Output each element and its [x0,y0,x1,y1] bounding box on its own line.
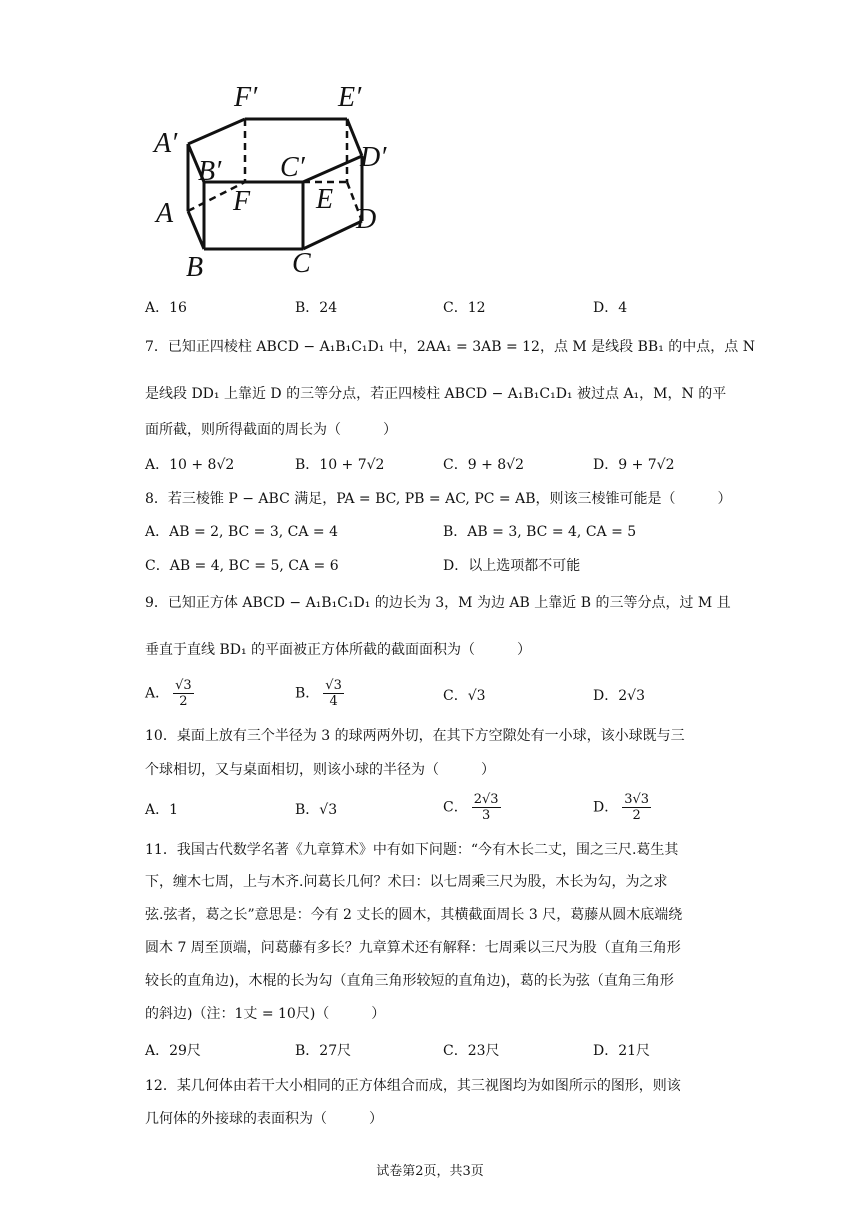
fraction [622,792,651,823]
denominator: 2 [632,808,641,823]
q10-option-b [295,800,337,820]
denominator: 2 [179,694,188,709]
q11-option-c: C．23尺 [443,1043,500,1059]
numerator: √3 [175,678,192,693]
option-label: D． [593,799,619,816]
q10-line-1: 10．桌面上放有三个半径为 3 的球两两外切，在其下方空隙处有一小球，该小球既与三 [145,728,685,744]
q10-option-a [145,800,178,820]
label-c-prime: C′ [280,152,305,183]
q6-option-b: B．24 [295,300,338,316]
option-value: 2√3 [618,688,645,704]
label-b: B [186,252,204,283]
numerator: √3 [325,678,342,693]
q11-option-d: D．21尺 [593,1043,651,1059]
fraction [173,678,194,709]
q9-line-1: 9．已知正方体 ABCD − A₁B₁C₁D₁ 的边长为 3，M 为边 AB 上靠近 B 的三等分点，过 M 且 [145,595,731,611]
q9-option-a [145,678,194,709]
q11-option-b: B．27尺 [295,1043,352,1059]
page-footer: 试卷第2页，共3页 [376,1164,484,1179]
option-label: A． [145,802,170,818]
option-value: 1 [169,802,179,818]
label-c: C [292,248,311,279]
option-label: C． [443,799,468,816]
label-d-prime: D′ [360,142,387,173]
q9-option-b [295,678,344,709]
q8-option-d: D．以上选项都不可能 [443,558,581,574]
q7-line-1: 7．已知正四棱柱 ABCD − A₁B₁C₁D₁ 中，2AA₁ = 3AB = 12，点 M 是线段 BB₁ 的中点，点 N [145,339,755,355]
label-e: E [316,184,334,215]
q11-line-1: 11．我国古代数学名著《九章算术》中有如下问题：“今有木长二丈，围之三尺.葛生其 [145,842,679,858]
q12-line-2: 几何体的外接球的表面积为（ ） [145,1111,383,1127]
q8-option-c: C．AB = 4, BC = 5, CA = 6 [145,558,339,574]
fraction [472,792,501,823]
q8-option-a: A．AB = 2, BC = 3, CA = 4 [145,524,339,540]
hexagonal-prism-figure [140,76,400,286]
option-label: B． [295,685,320,702]
numerator: 3√3 [624,792,650,807]
q9-option-d [593,686,645,706]
numerator: 2√3 [473,792,499,807]
q11-line-4: 圆木 7 周至顶端，问葛藤有多长？九章算术还有解释：七周乘以三尺为股（直角三角形 [145,940,681,956]
q10-line-2: 个球相切，又与桌面相切，则该小球的半径为（ ） [145,762,495,778]
q7-line-3: 面所截，则所得截面的周长为（ ） [145,422,397,438]
q8-line-1: 8．若三棱锥 P − ABC 满足，PA = BC, PB = AC, PC = AB，则该三棱锥可能是（ ） [145,491,732,507]
option-value: √3 [319,802,338,818]
label-f: F [233,186,251,217]
q7-option-b: B．10 + 7√2 [295,457,385,473]
q6-option-d: D．4 [593,300,628,316]
q11-line-2: 下，缠木七周，上与木齐.问葛长几何？术曰：以七周乘三尺为股，木长为勾，为之求 [145,874,668,890]
q7-option-a: A．10 + 8√2 [145,457,235,473]
q11-line-5: 较长的直角边)，木棍的长为勾（直角三角形较短的直角边)，葛的长为弦（直角三角形 [145,973,674,989]
denominator: 4 [329,694,338,709]
fraction [323,678,344,709]
q11-option-a: A．29尺 [145,1043,201,1059]
option-label: D． [593,688,619,704]
label-e-prime: E′ [338,82,362,113]
option-label: C． [443,688,468,704]
q9-option-c [443,686,486,706]
q7-option-c: C．9 + 8√2 [443,457,524,473]
q10-option-d [593,792,651,823]
option-label: A． [145,685,170,702]
q8-option-b: B．AB = 3, BC = 4, CA = 5 [443,524,637,540]
label-f-prime: F′ [234,82,258,113]
q11-line-3: 弦.弦者，葛之长”意思是：今有 2 丈长的圆木，其横截面周长 3 尺，葛藤从圆木底端绕 [145,907,683,923]
option-value: √3 [467,688,486,704]
label-a: A [156,198,174,229]
label-d: D [356,204,377,235]
label-b-prime: B′ [198,156,222,187]
q12-line-1: 12．某几何体由若干大小相同的正方体组合而成，其三视图均为如图所示的图形，则该 [145,1078,681,1094]
label-a-prime: A′ [154,128,178,159]
denominator: 3 [481,808,491,823]
q9-line-2: 垂直于直线 BD₁ 的平面被正方体所截的截面面积为（ ） [145,642,532,658]
q7-option-d: D．9 + 7√2 [593,457,675,473]
q6-option-a: A．16 [145,300,187,316]
q6-option-c: C．12 [443,300,486,316]
option-label: B． [295,802,320,818]
q7-line-2: 是线段 DD₁ 上靠近 D 的三等分点，若正四棱柱 ABCD − A₁B₁C₁D₁ 被过点 A₁，M，N 的平 [145,386,727,402]
q10-option-c [443,792,501,823]
q11-line-6: 的斜边)（注：1丈 = 10尺)（ ） [145,1006,386,1022]
